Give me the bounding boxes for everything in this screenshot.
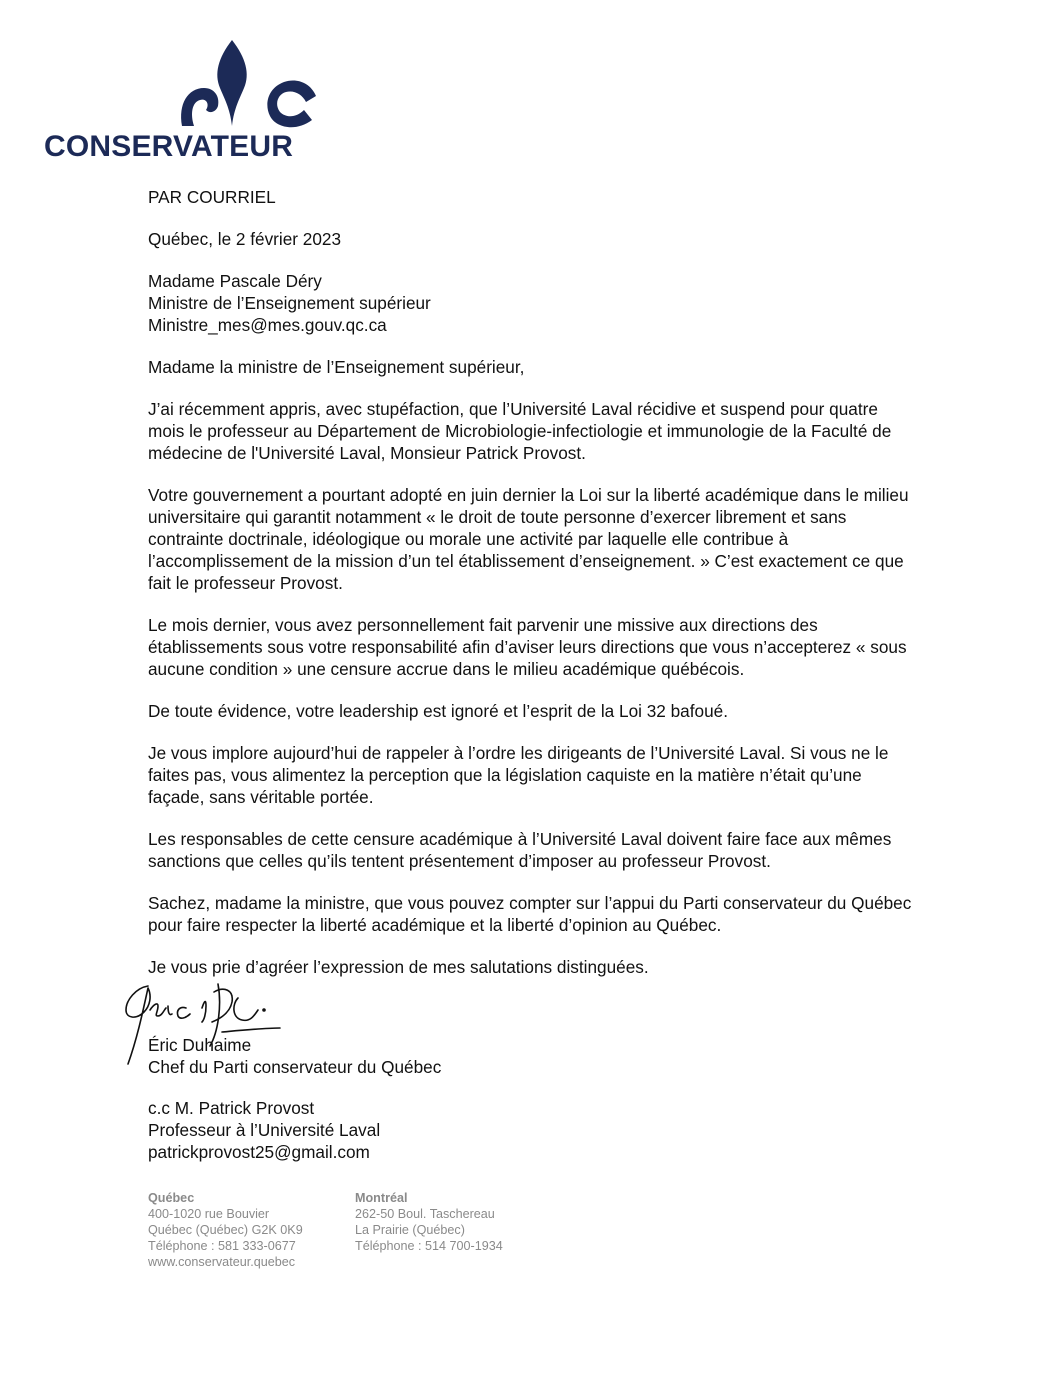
cc-email: patrickprovost25@gmail.com <box>148 1142 370 1162</box>
recipient-email: Ministre_mes@mes.gouv.qc.ca <box>148 315 387 335</box>
footer-quebec-phone: Téléphone : 581 333-0677 <box>148 1239 296 1253</box>
footer-montreal-phone: Téléphone : 514 700-1934 <box>355 1239 503 1253</box>
footer-montreal-address2: La Prairie (Québec) <box>355 1223 465 1237</box>
cc-recipient: c.c M. Patrick Provost <box>148 1098 315 1118</box>
signatory-block <box>148 1034 441 1078</box>
recipient-title: Ministre de l’Enseignement supérieur <box>148 293 431 313</box>
paragraph: Sachez, madame la ministre, que vous pouvez compter sur l’appui du Parti conservateur du Québec pour faire respecter la liberté académique et la liberté d’opinion au Québec. <box>148 893 912 935</box>
paragraph: Votre gouvernement a pourtant adopté en juin dernier la Loi sur la liberté académique dans le milieu universitaire qui garantit notamment « le droit de toute personne d’exercer librement et sans contrainte doctrinale, idéologique ou morale une activité par laquelle elle contribue à l’accomplissement de la mission d’un tel établissement d’enseignement. » C’est exactement ce que fait le professeur Provost. <box>148 485 909 593</box>
party-logo <box>44 38 296 164</box>
paragraph: De toute évidence, votre leadership est ignoré et l’esprit de la Loi 32 bafoué. <box>148 701 728 721</box>
footer-quebec-address <box>148 1190 303 1270</box>
recipient-name: Madame Pascale Déry <box>148 271 322 291</box>
footer-montreal-address1: 262-50 Boul. Taschereau <box>355 1207 495 1221</box>
footer-montreal-address <box>355 1190 503 1254</box>
footer-quebec-address2: Québec (Québec) G2K 0K9 <box>148 1223 303 1237</box>
letter-date: Québec, le 2 février 2023 <box>148 229 341 249</box>
paragraph: J’ai récemment appris, avec stupéfaction, que l’Université Laval récidive et suspend pour quatre mois le professeur au Département de Microbiologie-infectiologie et immunologie de la Faculté de médecine de l'Université Laval, Monsieur Patrick Provost. <box>148 399 892 463</box>
fleur-de-lis-c-logo-icon <box>174 38 324 128</box>
footer-quebec-heading: Québec <box>148 1191 195 1205</box>
letter-body <box>148 186 918 978</box>
footer-website: www.conservateur.quebec <box>148 1255 296 1269</box>
delivery-method: PAR COURRIEL <box>148 187 276 207</box>
salutation: Madame la ministre de l’Enseignement supérieur, <box>148 357 525 377</box>
footer-quebec-address1: 400-1020 rue Bouvier <box>148 1207 270 1221</box>
recipient-block <box>148 270 918 336</box>
paragraph: Les responsables de cette censure académique à l’Université Laval doivent faire face aux mêmes sanctions que celles qu’ils tentent présentement d’imposer au professeur Provost. <box>148 829 892 871</box>
paragraph: Le mois dernier, vous avez personnellement fait parvenir une missive aux directions des établissements sous votre responsabilité afin d’aviser leurs directions que vous n’accepterez « sous aucune condition » une censure accrue dans le milieu académique québécois. <box>148 615 907 679</box>
paragraph: Je vous implore aujourd’hui de rappeler à l’ordre les dirigeants de l’Université Laval. Si vous ne le faites pas, vous alimentez la perception que la législation caquiste en la matière n’était qu’une façade, sans véritable portée. <box>148 743 889 807</box>
signatory-title: Chef du Parti conservateur du Québec <box>148 1057 442 1077</box>
logo-wordmark: CONSERVATEUR <box>44 130 294 163</box>
footer-montreal-heading: Montréal <box>355 1191 408 1205</box>
signatory-name: Éric Duhaime <box>148 1035 252 1055</box>
cc-title: Professeur à l’Université Laval <box>148 1120 381 1140</box>
closing: Je vous prie d’agréer l’expression de mes salutations distinguées. <box>148 957 649 977</box>
cc-block <box>148 1097 380 1163</box>
